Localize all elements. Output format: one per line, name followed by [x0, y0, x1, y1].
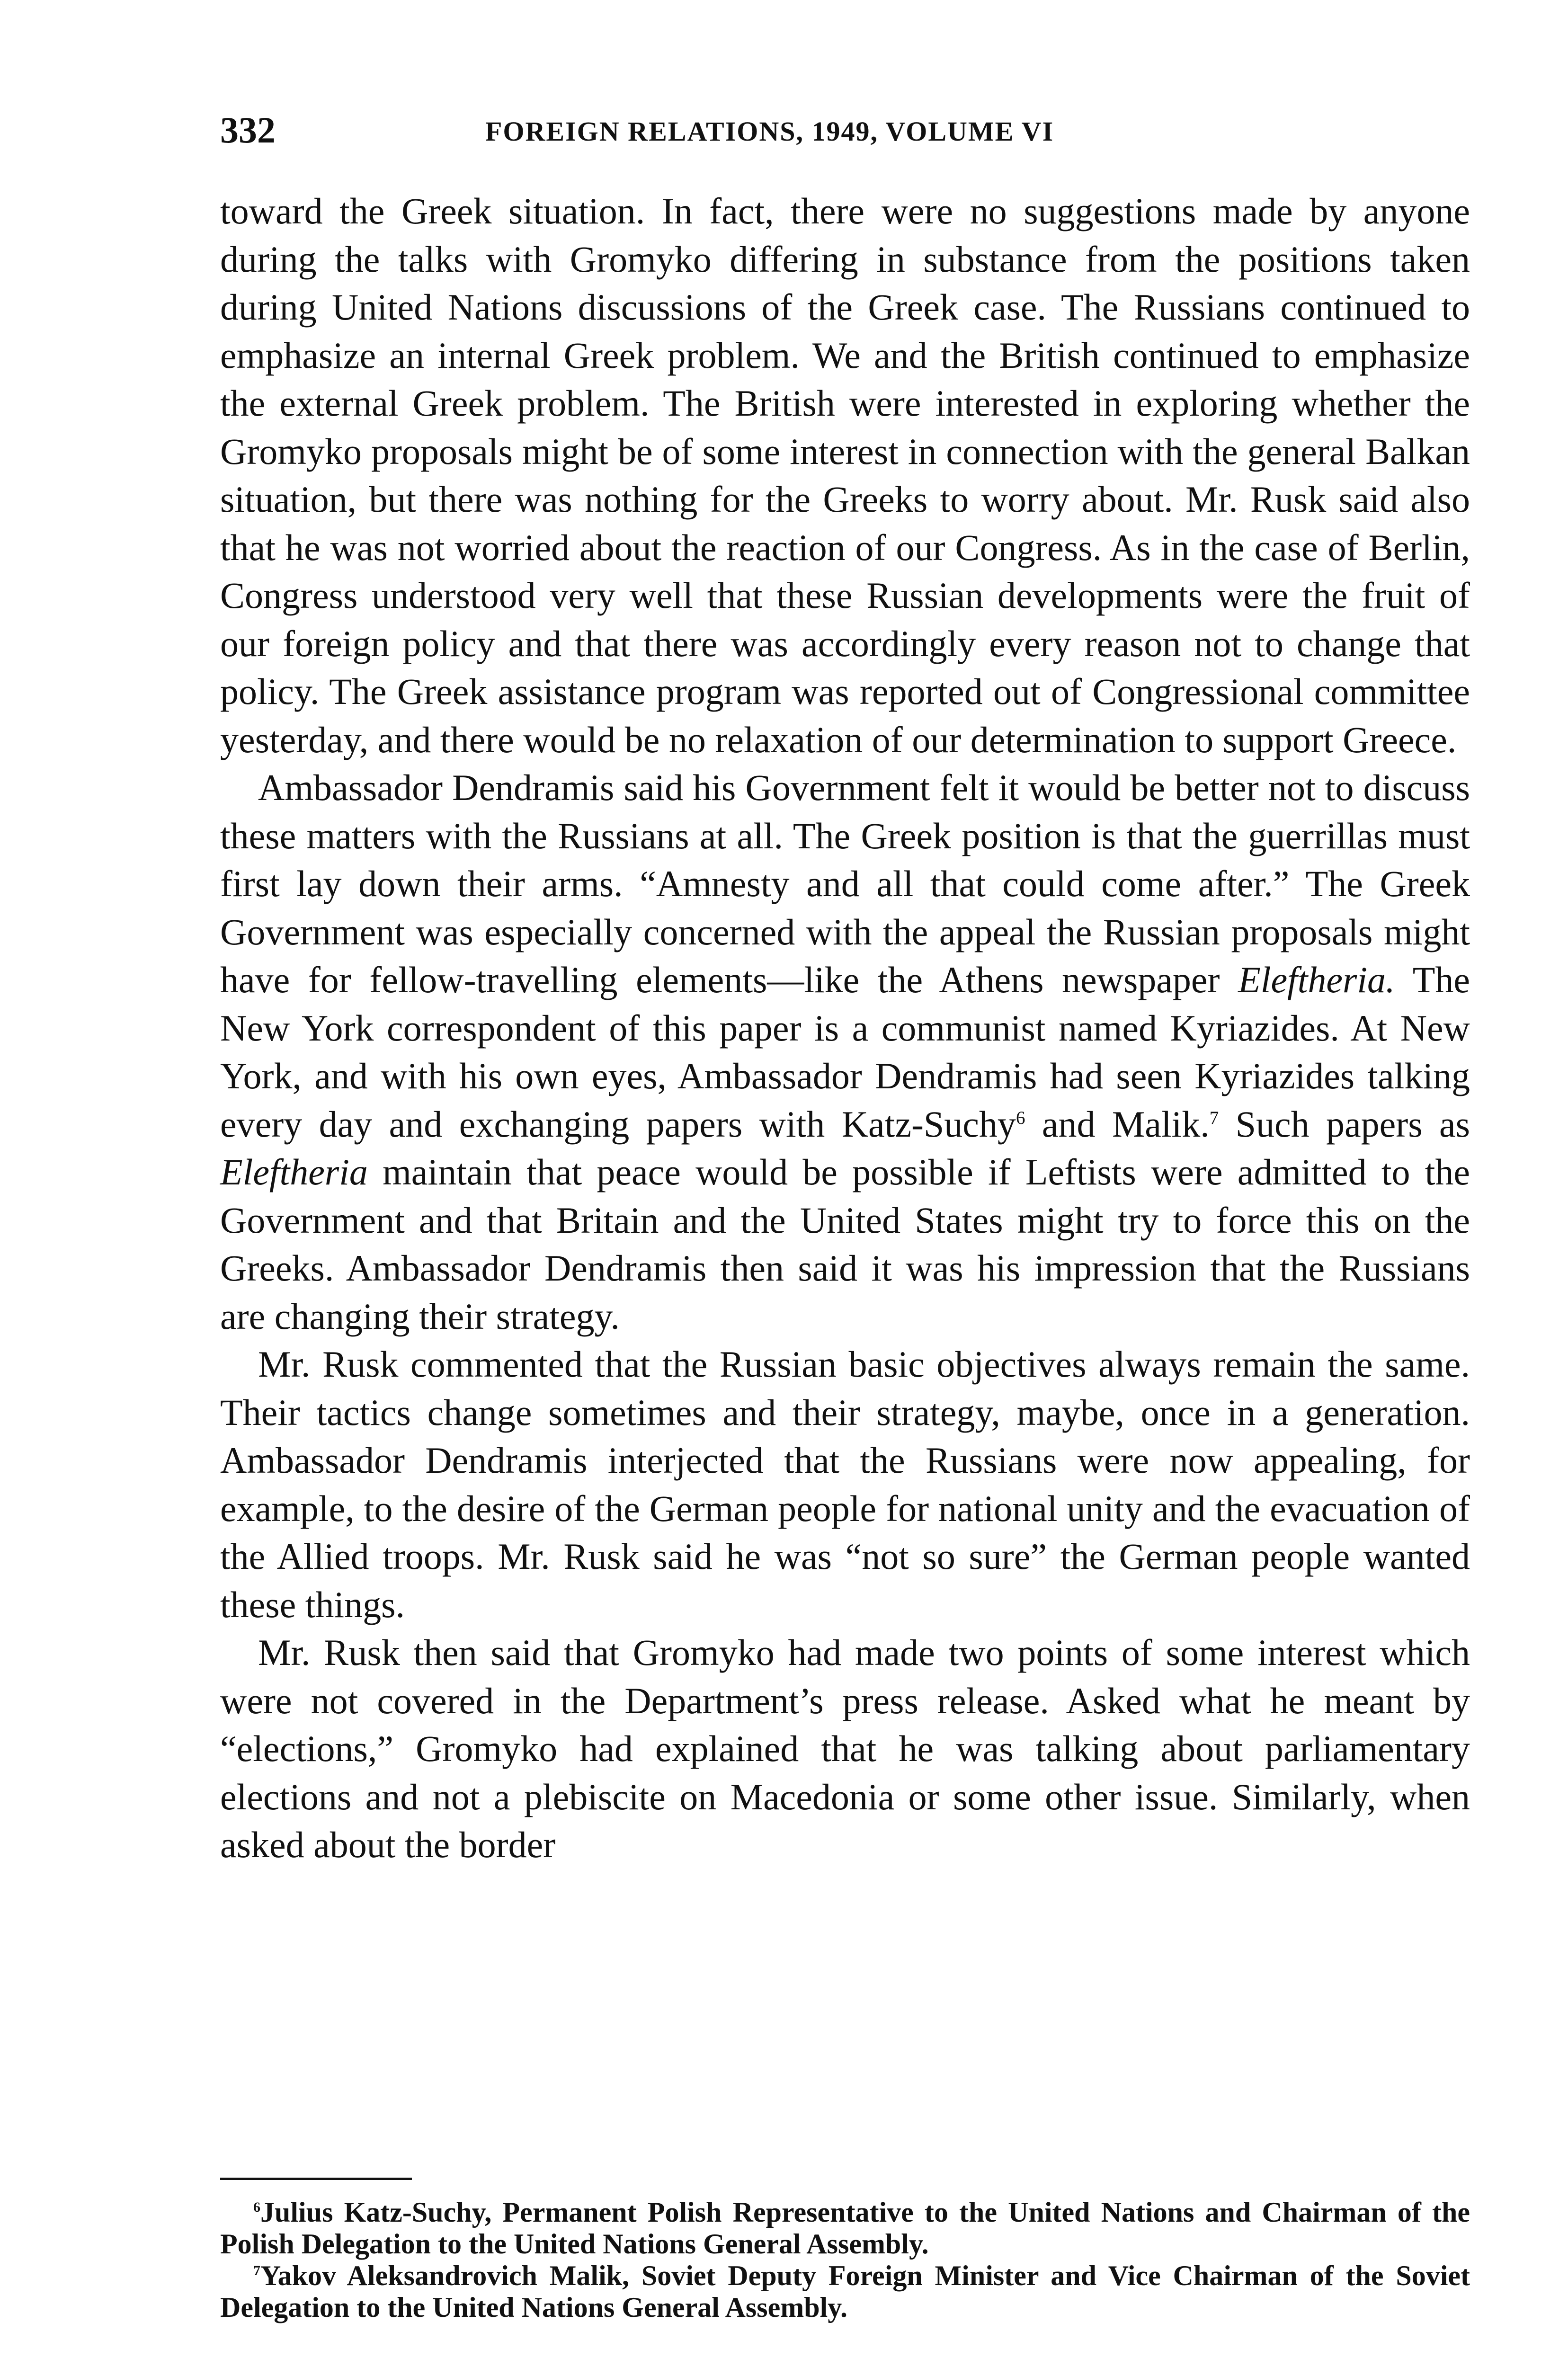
- paragraph-2-text-c: and Malik.: [1025, 1103, 1210, 1145]
- paragraph-2: [220, 764, 1470, 1340]
- newspaper-name-italic-2: Eleftheria: [220, 1151, 368, 1192]
- footnote-marker-7: 7: [253, 2263, 260, 2278]
- paragraph-3: Mr. Rusk commented that the Russian basic objectives always remain the same. Their tactics change sometimes and their strategy, maybe, once in a generation. Ambassador Dendramis interjected that the Russians were now appealing, for example, to the desire of the German people for national unity and the evacuation of the Allied troops. Mr. Rusk said he was “not so sure” the German people wanted these things.: [220, 1344, 1470, 1625]
- footnote-7: [220, 2260, 1470, 2323]
- body-text: [220, 187, 1470, 1869]
- paragraph-2-text-a: Ambassador Dendramis said his Government felt it would be better not to discuss these matters with the Russians at all. The Greek position is that the guerrillas must first lay down their arms. “Amnesty and all that could come after.” The Greek Government was especially concerned with the appeal the Russian proposals might have for fellow-travelling elements—like the Athens newspaper: [220, 767, 1470, 1000]
- footnote-marker-6: 6: [253, 2199, 260, 2215]
- footnotes: [220, 2197, 1470, 2323]
- running-title: FOREIGN RELATIONS, 1949, VOLUME VI: [485, 116, 1054, 147]
- footnote-divider: [220, 2178, 412, 2180]
- paragraph-1: toward the Greek situation. In fact, there were no suggestions made by anyone during the talks with Gromyko differing in substance from the positions taken during United Nations discussions of the Greek case. The Russians continued to emphasize an internal Greek problem. We and the British continued to emphasize the external Greek problem. The British were interested in exploring whether the Gromyko proposals might be of some interest in connection with the general Balkan situation, but there was nothing for the Greeks to worry about. Mr. Rusk said also that he was not worried about the reaction of our Congress. As in the case of Berlin, Congress understood very well that these Russian developments were the fruit of our foreign policy and that there was accordingly every reason not to change that policy. The Greek assistance program was reported out of Congressional committee yesterday, and there would be no relaxation of our determination to support Greece.: [220, 190, 1470, 760]
- paragraph-2-text-b: The New York correspondent of this paper is a communist named Kyriazides. At New York, and with his own eyes, Ambassador Dendramis had seen Kyriazides talking every day and exchanging papers with Katz-Suchy: [220, 959, 1470, 1145]
- footnote-ref-7: 7: [1209, 1107, 1219, 1128]
- page-number: 332: [220, 109, 276, 151]
- footnote-6-text: Julius Katz-Suchy, Permanent Polish Representative to the United Nations and Chairman of the Polish Delegation to the United Nations General Assembly.: [220, 2197, 1470, 2260]
- footnote-6: [220, 2197, 1470, 2260]
- paragraph-2-text-d: Such papers as: [1219, 1103, 1470, 1145]
- paragraph-2-text-e: maintain that peace would be possible if Leftists were admitted to the Government and that Britain and the United States might try to force this on the Greeks. Ambassador Dendramis then said it was his impression that the Russians are changing their strategy.: [220, 1151, 1470, 1337]
- paragraph-4: Mr. Rusk then said that Gromyko had made two points of some interest which were not covered in the Department’s press release. Asked what he meant by “elections,” Gromyko had explained that he was talking about parliamentary elections and not a plebiscite on Macedonia or some other issue. Similarly, when asked about the border: [220, 1632, 1470, 1865]
- footnote-ref-6: 6: [1016, 1107, 1025, 1128]
- newspaper-name-italic: Eleftheria.: [1238, 959, 1395, 1000]
- page-header: [220, 107, 1470, 159]
- footnote-7-text: Yakov Aleksandrovich Malik, Soviet Deputy Foreign Minister and Vice Chairman of the Soviet Delegation to the United Nations General Assembly.: [220, 2260, 1470, 2323]
